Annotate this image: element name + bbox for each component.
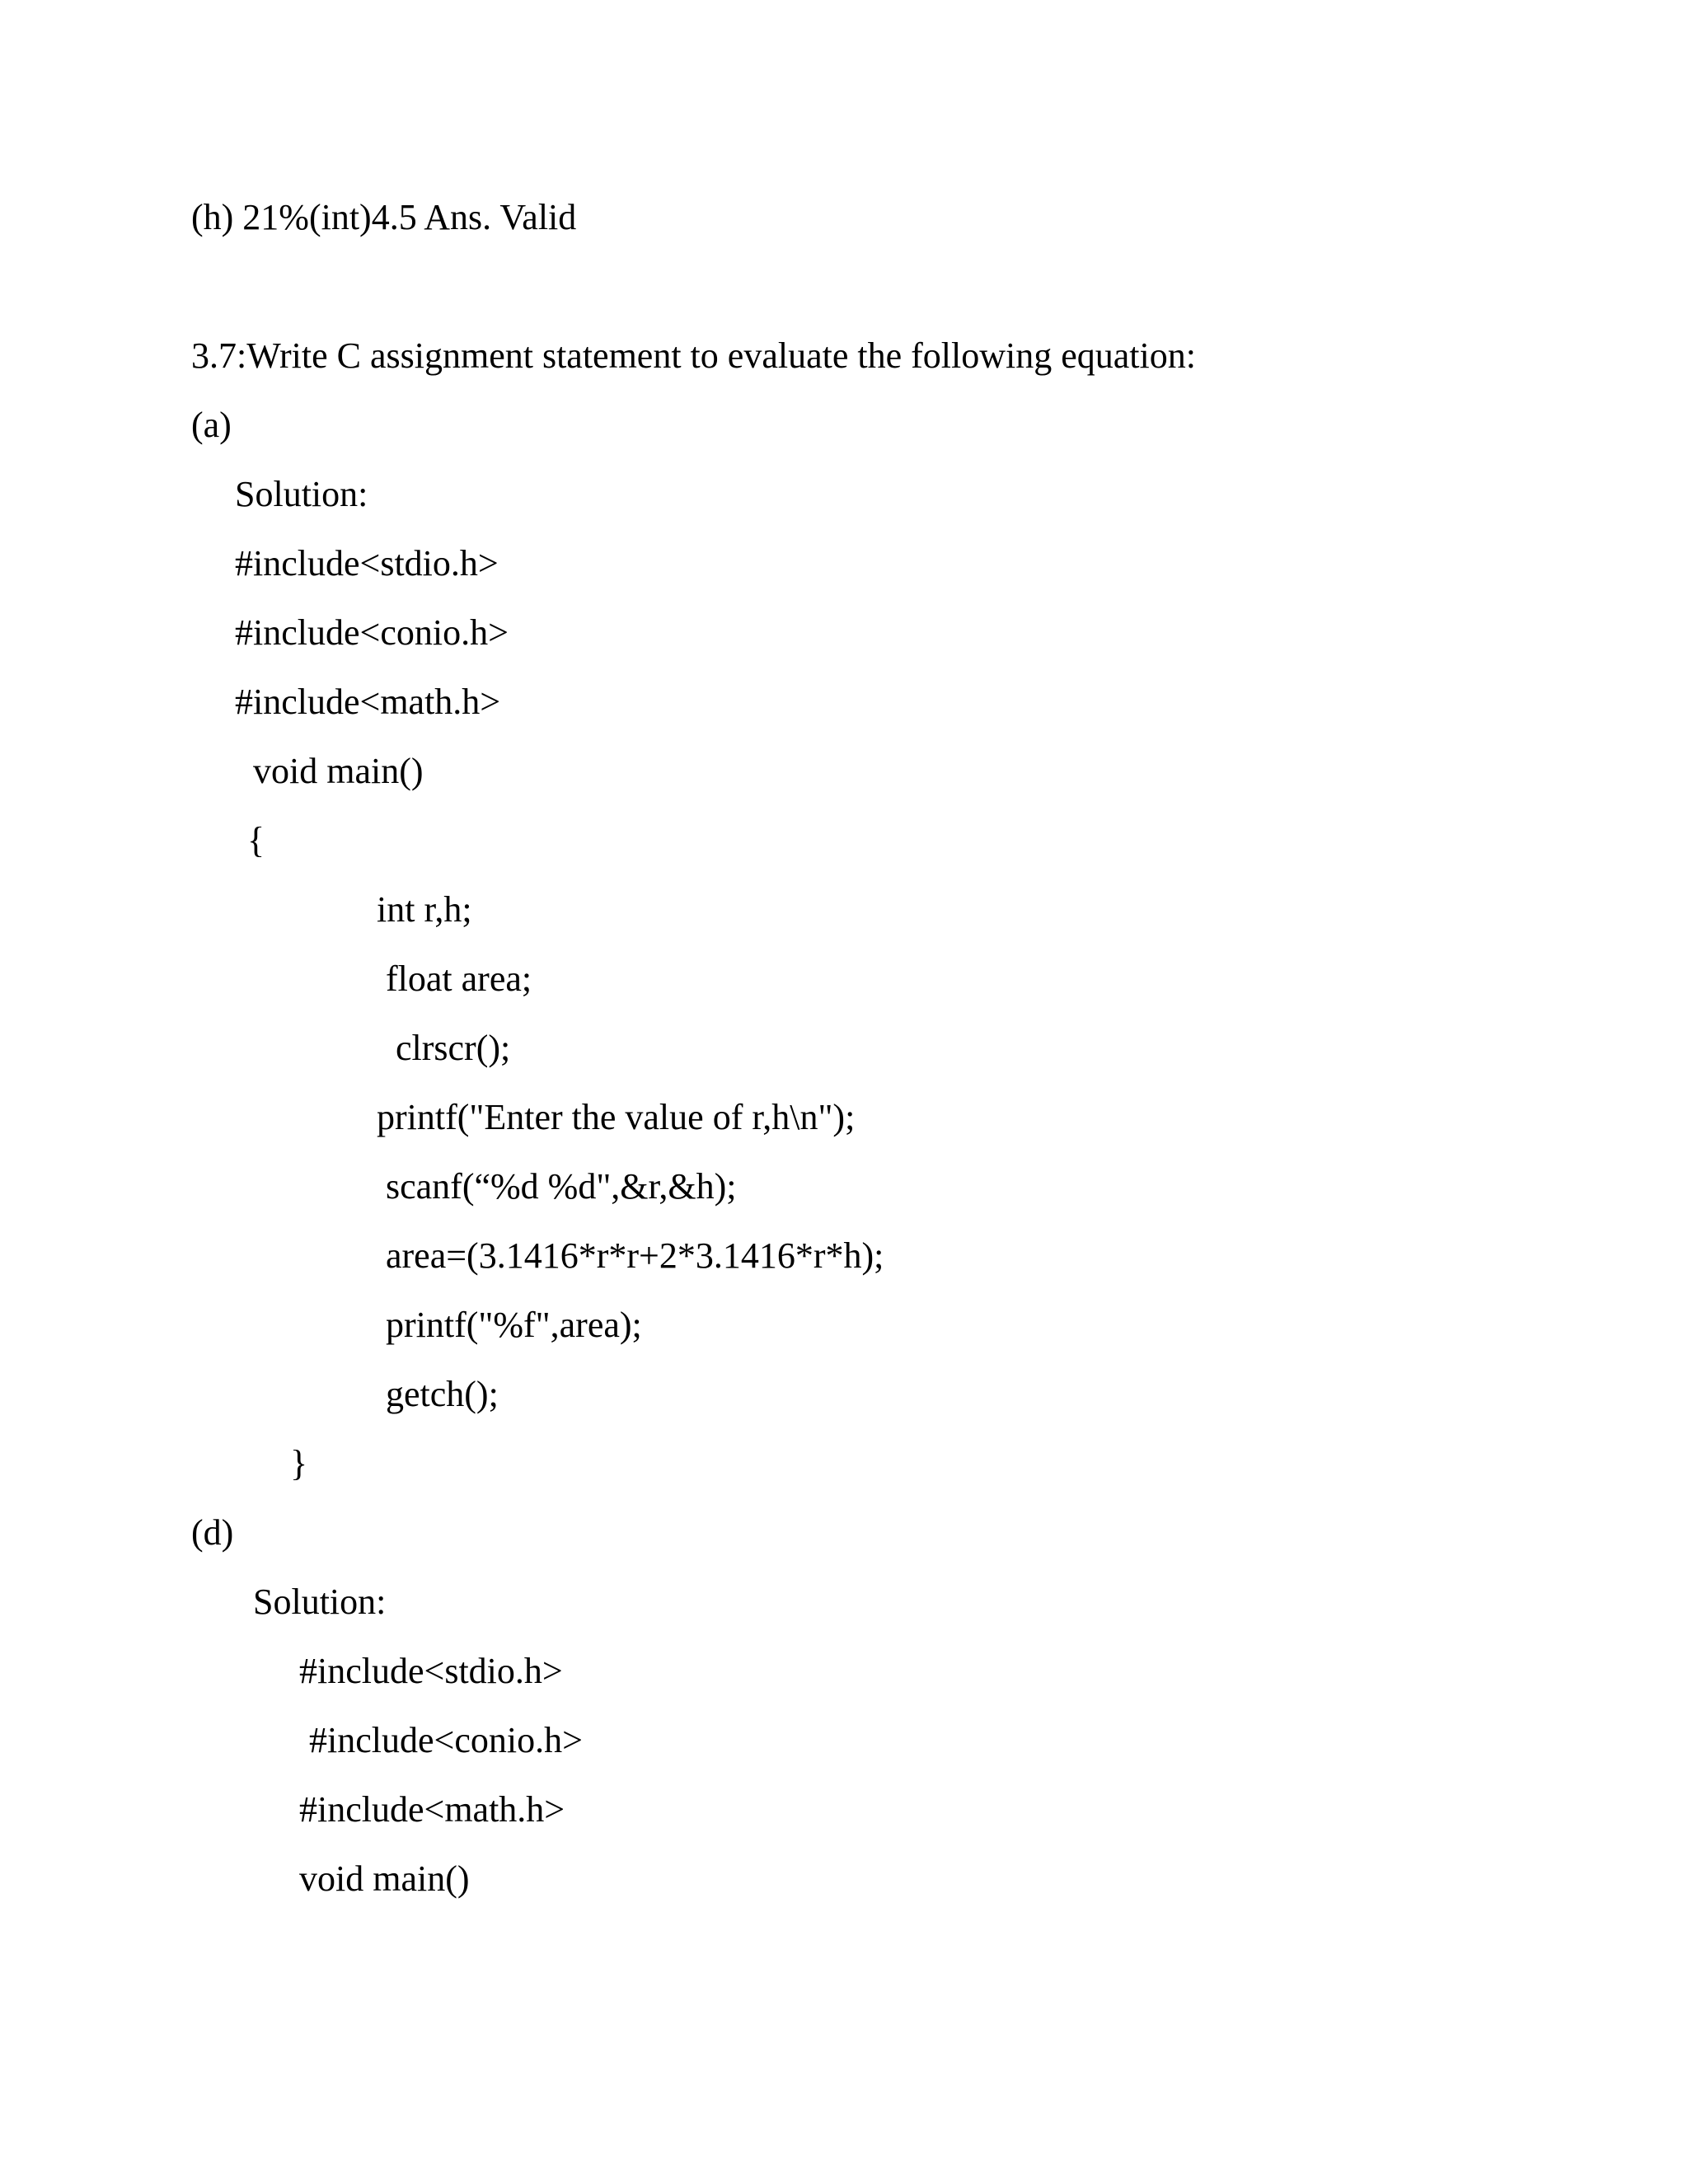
code-line: #include<stdio.h> xyxy=(235,543,499,583)
code-line: #include<math.h> xyxy=(235,682,501,722)
code-line: } xyxy=(290,1443,308,1483)
code-line: area=(3.1416*r*r+2*3.1416*r*h); xyxy=(386,1235,884,1276)
code-line: void main() xyxy=(299,1858,470,1899)
part-a-label: (a) xyxy=(191,405,232,445)
code-line: { xyxy=(247,820,265,860)
part-d-label: (d) xyxy=(191,1512,234,1553)
code-line: #include<stdio.h> xyxy=(299,1651,563,1691)
code-line: printf("%f",area); xyxy=(386,1305,642,1345)
code-line: printf("Enter the value of r,h\n"); xyxy=(377,1097,856,1137)
code-line: getch(); xyxy=(386,1374,499,1414)
code-line: #include<conio.h> xyxy=(235,612,509,653)
code-line: clrscr(); xyxy=(396,1028,511,1068)
solution-a-label: Solution: xyxy=(235,474,368,514)
code-line: scanf(“%d %d",&r,&h); xyxy=(386,1166,737,1207)
code-line: int r,h; xyxy=(377,889,472,930)
code-line: void main() xyxy=(253,751,424,791)
question-3-7-heading: 3.7:Write C assignment statement to evaluate the following equation: xyxy=(191,335,1196,376)
answer-h-line: (h) 21%(int)4.5 Ans. Valid xyxy=(191,197,577,237)
solution-d-label: Solution: xyxy=(253,1582,387,1622)
code-line: #include<conio.h> xyxy=(309,1720,583,1760)
code-line: #include<math.h> xyxy=(299,1789,565,1830)
code-line: float area; xyxy=(386,958,532,999)
